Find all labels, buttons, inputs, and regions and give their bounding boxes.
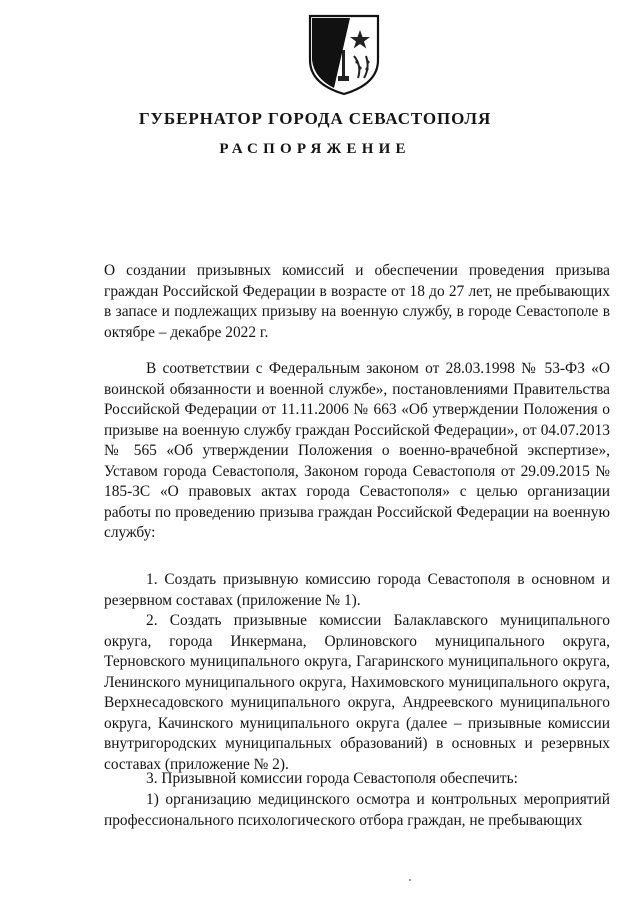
document-type: РАСПОРЯЖЕНИЕ: [219, 141, 411, 157]
clause-3-subitem-1: 1) организацию медицинского осмотра и контрольных мероприятий профессионального психологического отбора граждан, не пребывающих: [104, 791, 610, 829]
scan-speck: [409, 879, 411, 881]
clause-3: 3. Призывной комиссии города Севастополя обеспечить:: [146, 770, 518, 787]
document-subject: О создании призывных комиссий и обеспечении проведения призыва граждан Российской Федерации в возрасте от 18 до 27 лет, не пребывающих в запасе и подлежащих призыву на военную службу, в городе Севастополе в октябре – декабре 2022 г.: [104, 262, 610, 341]
issuer-title: ГУБЕРНАТОР ГОРОДА СЕВАСТОПОЛЯ: [138, 109, 492, 128]
legal-basis-paragraph: В соответствии с Федеральным законом от 28.03.1998 № 53-ФЗ «О воинской обязанности и военной службе», постановлениями Правительства Российской Федерации от 11.11.2006 № 663 «Об утверждении Положения о призыве на военную службу граждан Российской Федерации», от 04.07.2013 № 565 «Об утверждении Положения о военно-врачебной экспертизе», Уставом города Севастополя, Законом города Севастополя от 29.09.2015 № 185-ЗС «О правовых актах города Севастополя» с целью организации работы по проведению призыва граждан Российской Федерации на военную службу:: [104, 360, 610, 541]
clause-2: 2. Создать призывные комиссии Балаклавского муниципального округа, города Инкермана, Орлиновского муниципального округа, Терновского муниципального округа, Гагаринского муниципального округа, Ленинского муниципального округа, Нахимовского муниципального округа, Верхнесадовского муниципального округа, Андреевского муниципального округа, Качинского муниципального округа (далее – призывные комиссии внутригородских муниципальных образований) в основных и резервных составах (приложение № 2).: [104, 612, 610, 773]
clause-1: 1. Создать призывную комиссию города Севастополя в основном и резервном составах (приложение № 1).: [104, 571, 610, 609]
coat-of-arms-icon: [304, 12, 384, 96]
